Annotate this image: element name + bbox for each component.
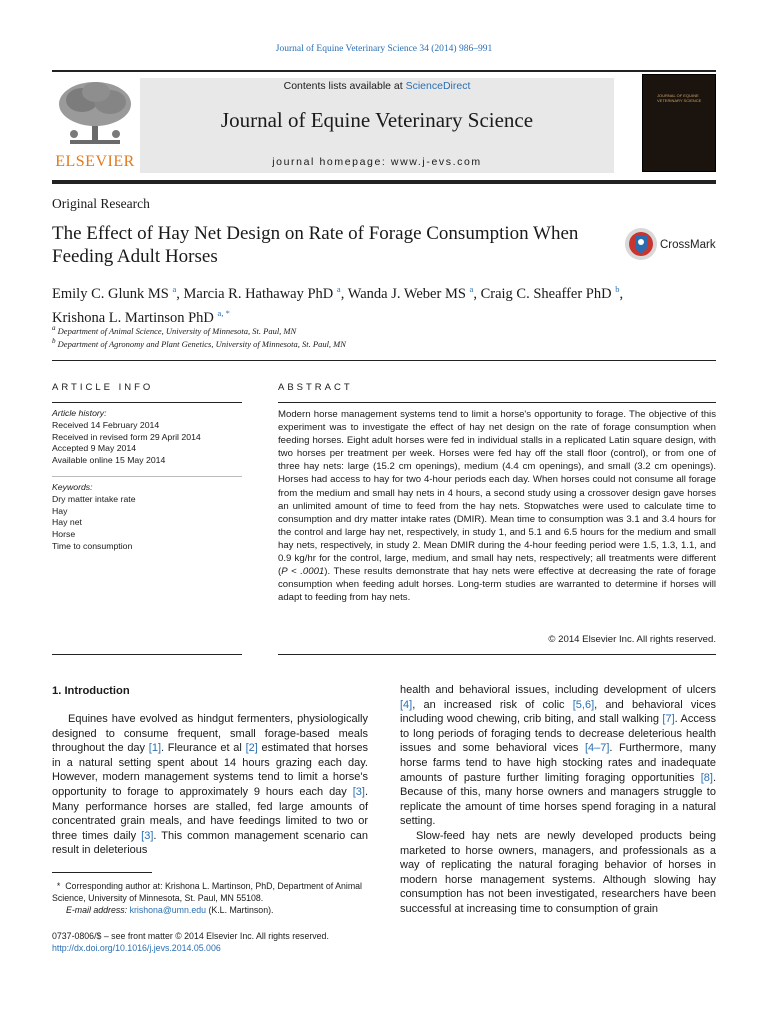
author-separator: , <box>176 285 184 302</box>
paragraph-text: Equines have evolved as hindgut fermenters, physiologically designed to consume frequent, small forage-based meals throughout the day <box>52 713 368 755</box>
paragraph-text: . Fleurance et al <box>161 742 246 755</box>
doi-link[interactable]: http://dx.doi.org/10.1016/j.jevs.2014.05.006 <box>52 943 221 953</box>
abstract-bottom-rule <box>278 654 716 655</box>
reference-link[interactable]: [4–7] <box>584 742 610 755</box>
reference-link[interactable]: [1] <box>148 742 161 755</box>
title-bottom-rule <box>52 360 716 361</box>
reference-link[interactable]: [3] <box>141 829 154 842</box>
reference-link[interactable]: [8] <box>700 771 713 784</box>
author-separator: , <box>619 285 624 302</box>
reference-link[interactable]: [4] <box>400 698 413 711</box>
paragraph-text: , an increased risk of colic <box>412 698 573 711</box>
affiliation-marker[interactable]: a <box>469 284 474 294</box>
author <box>348 286 481 302</box>
keyword: Dry matter intake rate <box>52 493 136 504</box>
affiliation-b: $^b$ Department of Agronomy and Plant Genetics, University of Minnesota, St. Paul, MN <box>52 337 346 349</box>
p-value: P < .0001 <box>281 566 325 578</box>
keyword: Hay net <box>52 517 82 528</box>
keyword: Horse <box>52 529 76 540</box>
reference-link[interactable]: [2] <box>245 742 258 755</box>
article-history <box>52 408 242 467</box>
article-info-bottom-rule <box>52 654 242 655</box>
keywords-heading: Keywords: <box>52 482 93 492</box>
abstract-copyright: © 2014 Elsevier Inc. All rights reserved. <box>548 634 716 645</box>
keywords-divider <box>52 476 242 477</box>
paragraph-text: , and behavioral vices including wood chewing, crib biting, and stall walking <box>400 698 716 726</box>
author-list <box>52 280 722 328</box>
affiliation-text: Department of Agronomy and Plant Genetics, University of Minnesota, St. Paul, MN <box>57 338 346 349</box>
reference-link[interactable]: [7] <box>662 713 675 726</box>
contents-prefix: Contents lists available at <box>283 80 406 92</box>
publisher-wordmark: ELSEVIER <box>55 153 135 170</box>
history-item: Accepted 9 May 2014 <box>52 443 137 454</box>
article-title: The Effect of Hay Net Design on Rate of Forage Consumption When Feeding Adult Horses <box>52 223 579 267</box>
history-item: Received in revised form 29 April 2014 <box>52 431 201 442</box>
reference-link[interactable]: [5,6] <box>572 698 595 711</box>
paragraph-text: . Furthermore, many horse farms tend to have high stocking rates and inadequate amounts of pasture further limiting foraging opportunities <box>400 742 717 784</box>
author-separator: , <box>473 285 481 302</box>
history-item: Available online 15 May 2014 <box>52 455 166 466</box>
keywords <box>52 482 242 553</box>
sciencedirect-link[interactable]: ScienceDirect <box>405 80 471 92</box>
author <box>481 286 624 302</box>
affiliation-a: $^a$ Department of Animal Science, University of Minnesota, St. Paul, MN <box>52 324 297 336</box>
author-name: Craig C. Sheaffer PhD <box>480 285 612 302</box>
intro-paragraph-1 <box>52 712 368 858</box>
author-name: Wanda J. Weber MS <box>347 285 466 302</box>
email-suffix: (K.L. Martinson). <box>206 905 274 915</box>
header-top-rule <box>52 70 716 72</box>
elsevier-logo <box>52 78 138 173</box>
corresponding-text: Corresponding author at: Krishona L. Martinson, PhD, Department of Animal Science, University of Minnesota, St. Paul, MN 55108. <box>52 881 363 903</box>
author-name: Krishona L. Martinson PhD <box>52 309 214 326</box>
email-label: E-mail address: <box>66 905 128 915</box>
journal-cover-thumbnail <box>642 74 716 172</box>
reference-link[interactable]: [3] <box>352 785 365 798</box>
crossmark-label: CrossMark <box>660 239 716 251</box>
intro-paragraph-2 <box>400 683 716 829</box>
author-name: Emily C. Glunk MS <box>52 285 169 302</box>
footnote-rule <box>52 872 152 873</box>
header-bottom-rule <box>52 180 716 184</box>
crossmark-icon <box>624 227 658 261</box>
history-heading: Article history: <box>52 408 107 418</box>
abstract-text <box>278 408 716 604</box>
contents-available <box>140 80 614 92</box>
article-info-rule <box>52 402 242 403</box>
abstract-part: Modern horse management systems tend to limit a horse's opportunity to forage. The objective of this experiment was to investigate the effect of hay net design on the rate of forage consumption when feeding horses. Eight adult horses were fed in individual stalls in a replicated Latin square design, with two horses per treatment per week. Horses were fed hay off the stall floor (control), or from one of three hay nets: large (15.2 cm openings), medium (4.4 cm openings), and small (3.2 cm openings). Horses had access to hay for two 4-hour periods each day. When horses could not consume all forage from the medium and small hay nets in 4 hours, a second study using a crossover design gave horses an unlimited amount of time to feed from the hay nets. Stopwatches were used to calculate time to consumption and dry matter intake rates (DMIR). Mean time to consumption was 3.1 and 3.4 hours for the control and large hay net, respectively, in study 1, and 5.1 and 6.5 hours for the medium and small hay nets, respectively, in study 2. Mean DMIR during the 4-hour feeding period were 1.5, 1.3, 1.1, and 0.9 kg/hr for the control, large, medium, and small hay nets, respectively; all treatments were different ( <box>278 409 716 578</box>
author <box>52 286 183 302</box>
paragraph-text: estimated that horses in a natural setting spent about 14 hours grazing each day. However, modern management systems tend to limit a horse's opportunity to forage to approximately 9 hours each day <box>52 742 368 798</box>
crossmark-badge[interactable] <box>624 227 716 263</box>
affiliation-marker[interactable]: b <box>615 284 620 294</box>
abstract-rule <box>278 402 716 403</box>
author-separator: , <box>340 285 348 302</box>
paragraph-text: health and behavioral issues, including development of ulcers <box>400 684 716 696</box>
email-note <box>52 904 370 916</box>
abstract-part: ). These results demonstrate that hay nets were effective at decreasing the rate of forage consumption when feeding adult horses. Long-term studies are warranted to determine if horses will adapt to feeding from hay nets. <box>278 566 716 604</box>
affiliation-text: Department of Animal Science, University of Minnesota, St. Paul, MN <box>57 325 297 336</box>
article-type: Original Research <box>52 196 150 211</box>
journal-homepage[interactable]: journal homepage: www.j-evs.com <box>272 156 482 168</box>
section-heading-introduction: 1. Introduction <box>52 685 130 697</box>
abstract-label: ABSTRACT <box>278 382 353 393</box>
author <box>183 286 347 302</box>
elsevier-tree-icon <box>52 78 138 150</box>
front-matter: 0737-0806/$ – see front matter © 2014 Elsevier Inc. All rights reserved. <box>52 931 329 941</box>
article-info-label: ARTICLE INFO <box>52 382 154 393</box>
footnote-asterisk: * <box>52 881 66 891</box>
journal-citation: Journal of Equine Veterinary Science 34 (2014) 986–991 <box>275 44 493 54</box>
paragraph-text: . Because of this, many horse owners and managers struggle to replicate the amount of time horses spend foraging in a natural setting. <box>400 771 716 828</box>
email-link[interactable]: krishona@umn.edu <box>129 905 206 915</box>
journal-name: Journal of Equine Veterinary Science <box>220 108 534 132</box>
paragraph-text: . Many performance horses are stalled, fed large amounts of concentrated grain meals, and have feedings limited to two or three times daily <box>52 785 368 842</box>
corresponding-author-note <box>52 880 370 904</box>
paragraph-text: . This common management scenario can result in deleterious <box>52 829 368 857</box>
cover-title: JOURNAL OF EQUINE VETERINARY SCIENCE <box>657 93 702 103</box>
affiliation-marker[interactable]: a, * <box>217 307 230 318</box>
keyword: Time to consumption <box>52 540 133 551</box>
history-item: Received 14 February 2014 <box>52 419 160 430</box>
author-name: Marcia R. Hathaway PhD <box>183 285 334 302</box>
paragraph-text: . Access to long periods of foraging tends to decrease deleterious health issues and some behavioral vices <box>400 713 716 755</box>
intro-paragraph-3: Slow-feed hay nets are newly developed products being marketed to horse owners, managers, and professionals as a way of replicating the natural foraging behavior of horses in modern horse management systems. Although slowing hay consumption has not been investigated, researchers have been successful at increasing time to consumption of grain <box>400 830 716 915</box>
authors-line-1 <box>52 280 722 304</box>
keyword: Hay <box>52 505 68 516</box>
affiliation-marker[interactable]: a <box>336 284 341 294</box>
affiliation-marker[interactable]: a <box>172 284 177 294</box>
